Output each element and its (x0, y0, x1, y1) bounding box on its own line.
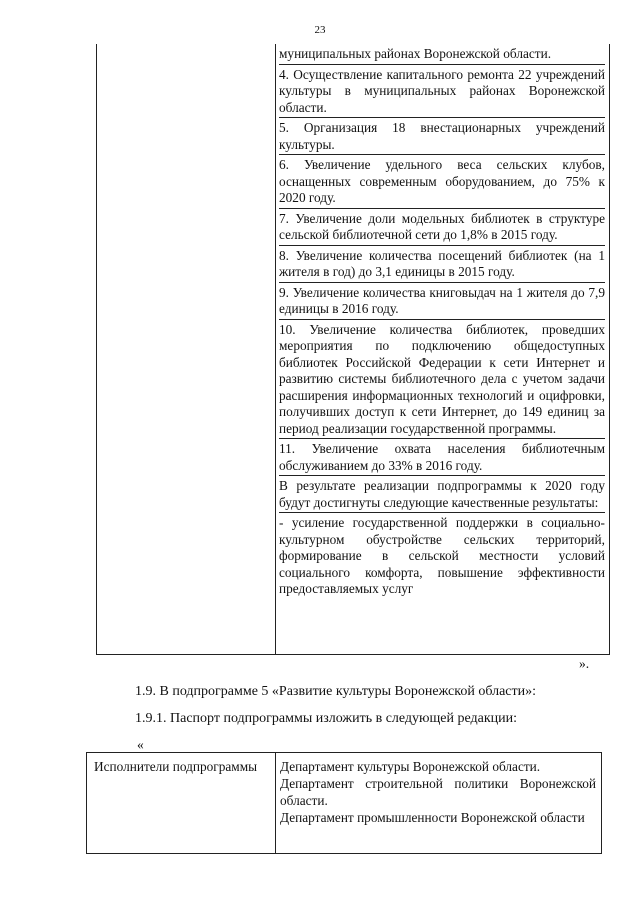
passport-table (86, 752, 602, 854)
table-bottom-border (97, 654, 609, 655)
list-item: 6. Увеличение удельного веса сельских клубов, оснащенных современным оборудованием, до 75% к 2020 году. (279, 157, 605, 209)
list-item: 4. Осуществление капитального ремонта 22 учреждений культуры в муниципальных районах Воронежской области. (279, 67, 605, 119)
opening-quote: « (137, 737, 144, 752)
list-item: 7. Увеличение доли модельных библиотек в структуре сельской библиотечной сети до 1,8% в 2015 году. (279, 211, 605, 246)
list-item: 5. Организация 18 внестационарных учреждений культуры. (279, 120, 605, 155)
list-item: муниципальных районах Воронежской области. (279, 46, 605, 65)
continuation-table (96, 44, 610, 655)
executors-list (280, 758, 596, 826)
list-item: 8. Увеличение количества посещений библиотек (на 1 жителя в год) до 3,1 единицы в 2015 году. (279, 248, 605, 283)
list-item: - усиление государственной поддержки в социально-культурном обустройстве сельских территорий, формирование в сельской местности условий социального комфорта, повышение эффективности предоставляемых услуг (279, 515, 605, 596)
column-divider (275, 753, 276, 853)
list-item: 11. Увеличение охвата населения библиотечным обслуживанием до 33% в 2016 году. (279, 441, 605, 476)
executor-item: Департамент промышленности Воронежской области (280, 810, 585, 825)
closing-quote: ». (579, 656, 590, 671)
page-number: 23 (314, 24, 326, 36)
paragraph-1-9-1: 1.9.1. Паспорт подпрограммы изложить в следующей редакции: (135, 711, 518, 726)
list-item: 10. Увеличение количества библиотек, проведших мероприятия по подключению общедоступных библиотек Российской Федерации к сети Интернет и развитию системы библиотечного дела с учетом задачи расширения информационных технологий и оцифровки, получивших доступ к сети Интернет, до 149 единиц за период реализации государственной программы. (279, 322, 605, 440)
executors-label: Исполнители подпрограммы (94, 759, 258, 774)
paragraph-1-9: 1.9. В подпрограмме 5 «Развитие культуры Воронежской области»: (135, 684, 537, 699)
table-right-column (279, 46, 605, 601)
executor-item: Департамент строительной политики Воронежской области. (280, 776, 596, 808)
executor-item: Департамент культуры Воронежской области. (280, 759, 541, 774)
column-divider (275, 44, 276, 655)
list-item: 9. Увеличение количества книговыдач на 1 жителя до 7,9 единицы в 2016 году. (279, 285, 605, 320)
list-item: В результате реализации подпрограммы к 2020 году будут достигнуты следующие качественные результаты: (279, 478, 605, 513)
